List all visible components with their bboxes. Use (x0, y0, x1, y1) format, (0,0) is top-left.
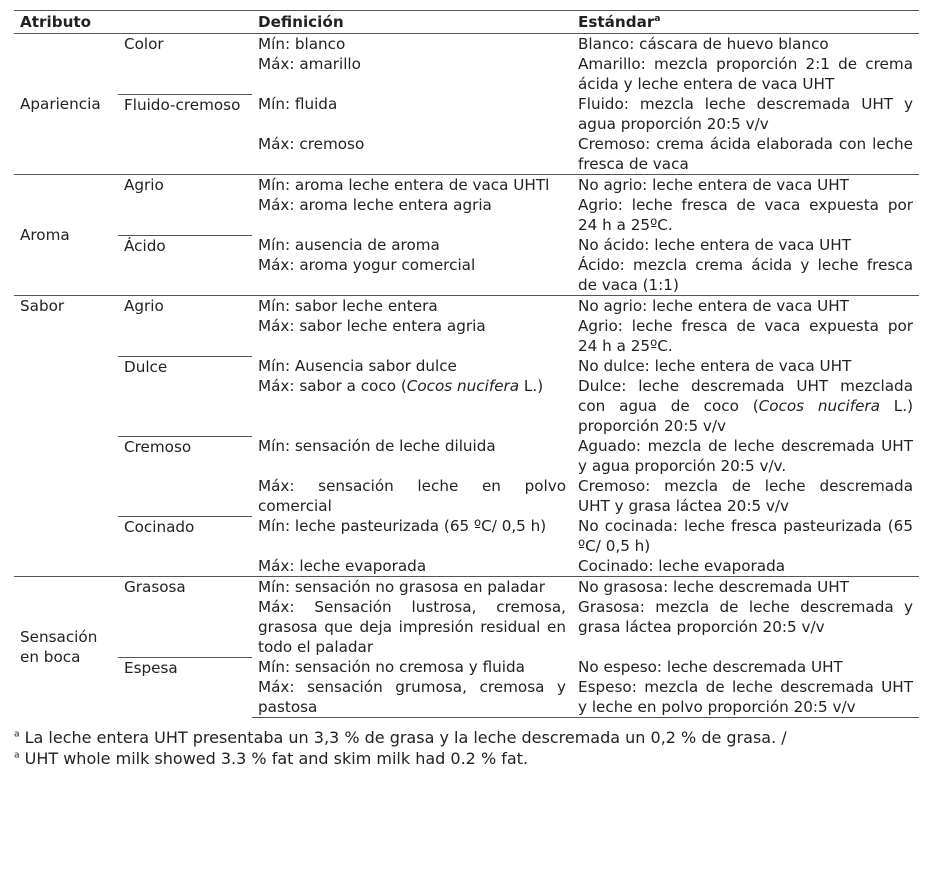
definition-max: Máx: leche evaporada (258, 557, 427, 575)
definition-min: Mín: Ausencia sabor dulce (258, 357, 457, 375)
attribute-sabor: Sabor (14, 296, 118, 577)
footnote-es (14, 727, 919, 748)
standard-min: No grasosa: leche descremada UHT (572, 577, 919, 598)
definition-max: Máx: sabor leche entera agria (258, 317, 486, 335)
footnote (14, 727, 919, 769)
standard-max-text: Dulce: leche descremada UHT mezclada con agua de coco ( (578, 377, 913, 415)
definition-max: Máx: aroma yogur comercial (258, 256, 476, 274)
definition-max: Máx: cremoso (258, 135, 365, 153)
table-row (14, 175, 919, 196)
sub-attribute-fluido-cremoso: Fluido-cremoso (118, 94, 252, 175)
standard-max: Cocinado: leche evaporada (578, 557, 786, 575)
sub-attribute-dulce: Dulce (118, 356, 252, 436)
definition-max: Máx: amarillo (258, 55, 361, 73)
footnote-en (14, 748, 919, 769)
species-name: Cocos nucifera (406, 377, 520, 395)
table-row (14, 34, 919, 55)
standard-max: Amarillo: mezcla proporción 2:1 de crema ácida y leche entera de vaca UHT (578, 55, 913, 93)
standard-min: Fluido: mezcla leche descremada UHT y agua proporción 20:5 v/v (578, 95, 913, 133)
table-row (14, 577, 919, 598)
sub-attribute-espesa: Espesa (118, 657, 252, 718)
definition-min: Mín: sensación no cremosa y fluida (258, 658, 525, 676)
sub-attribute-agrio: Agrio (118, 175, 252, 236)
attribute-sensacion-en-boca (14, 577, 118, 718)
header-standard-mark: a (654, 13, 661, 24)
standard-min: No cocinada: leche fresca pasteurizada (65 ºC/ 0,5 h) (578, 517, 913, 555)
species-name: Cocos nucifera (758, 397, 880, 415)
definition-min: Mín: fluida (258, 95, 338, 113)
standard-max: Cremoso: crema ácida elaborada con leche fresca de vaca (578, 135, 913, 173)
footnote-en-text: UHT whole milk showed 3.3 % fat and skim milk had 0.2 % fat. (24, 749, 529, 768)
footnote-mark: a (14, 750, 20, 761)
standard-min: No agrio: leche entera de vaca UHT (572, 175, 919, 196)
header-standard-label: Estándar (578, 13, 655, 31)
standard-min: No ácido: leche entera de vaca UHT (578, 236, 851, 254)
definition-min: Mín: sabor leche entera (252, 296, 572, 317)
header-row (14, 11, 919, 34)
standard-max (572, 376, 919, 436)
definition-min: Mín: ausencia de aroma (258, 236, 440, 254)
sub-attribute-agrio: Agrio (118, 296, 252, 357)
definition-min: Mín: sensación de leche diluida (258, 437, 496, 455)
standard-min: No espeso: leche descremada UHT (578, 658, 843, 676)
definition-max-text: Máx: sabor a coco ( (258, 377, 407, 395)
footnote-mark: a (14, 729, 20, 740)
attribute-label-line2: en boca (20, 648, 81, 667)
standard-max-text: L.) proporción 20:5 v/v (578, 397, 914, 435)
attribute-label-line1: Sensación (20, 628, 98, 647)
table-row (14, 296, 919, 317)
header-definition: Definición (252, 11, 572, 34)
definition-max: Máx: Sensación lustrosa, cremosa, grasosa que deja impresión residual en todo el paladar (258, 598, 566, 656)
standard-max: Agrio: leche fresca de vaca expuesta por 24 h a 25ºC. (578, 317, 913, 355)
footnote-es-text: La leche entera UHT presentaba un 3,3 % de grasa y la leche descremada un 0,2 % de grasa. / (24, 728, 787, 747)
definition-max: Máx: aroma leche entera agria (258, 196, 492, 214)
standard-max: Agrio: leche fresca de vaca expuesta por 24 h a 25ºC. (578, 196, 913, 234)
table-row (14, 235, 919, 255)
attribute-apariencia: Apariencia (14, 34, 118, 175)
table-row (14, 94, 919, 134)
standard-max: Ácido: mezcla crema ácida y leche fresca de vaca (1:1) (578, 256, 913, 294)
definition-min: Mín: aroma leche entera de vaca UHTl (252, 175, 572, 196)
sensory-attributes-table (14, 10, 919, 718)
definition-max-text: L.) (519, 377, 544, 395)
definition-max (252, 376, 572, 436)
attribute-aroma: Aroma (14, 175, 118, 296)
table-row (14, 657, 919, 677)
definition-max: Máx: sensación leche en polvo comercial (258, 477, 566, 515)
sub-attribute-grasosa: Grasosa (118, 577, 252, 658)
standard-min: Aguado: mezcla de leche descremada UHT y agua proporción 20:5 v/v. (578, 437, 913, 475)
definition-min: Mín: blanco (252, 34, 572, 55)
header-attribute: Atributo (14, 11, 118, 34)
sub-attribute-cocinado: Cocinado (118, 516, 252, 577)
sub-attribute-cremoso: Cremoso (118, 436, 252, 516)
standard-min: No agrio: leche entera de vaca UHT (572, 296, 919, 317)
definition-min: Mín: sensación no grasosa en paladar (252, 577, 572, 598)
standard-min: Blanco: cáscara de huevo blanco (572, 34, 919, 55)
standard-max: Grasosa: mezcla de leche descremada y grasa láctea proporción 20:5 v/v (578, 598, 913, 636)
standard-min: No dulce: leche entera de vaca UHT (578, 357, 852, 375)
definition-min: Mín: leche pasteurizada (65 ºC/ 0,5 h) (258, 517, 547, 535)
document (14, 10, 919, 769)
standard-max: Espeso: mezcla de leche descremada UHT y leche en polvo proporción 20:5 v/v (572, 677, 919, 718)
sub-attribute-acido: Ácido (118, 235, 252, 296)
standard-max: Cremoso: mezcla de leche descremada UHT y grasa láctea 20:5 v/v (578, 477, 913, 515)
table-row (14, 516, 919, 556)
header-standard (572, 11, 919, 34)
table-row (14, 356, 919, 376)
table-row (14, 436, 919, 476)
definition-max: Máx: sensación grumosa, cremosa y pastosa (252, 677, 572, 718)
sub-attribute-color: Color (118, 34, 252, 95)
